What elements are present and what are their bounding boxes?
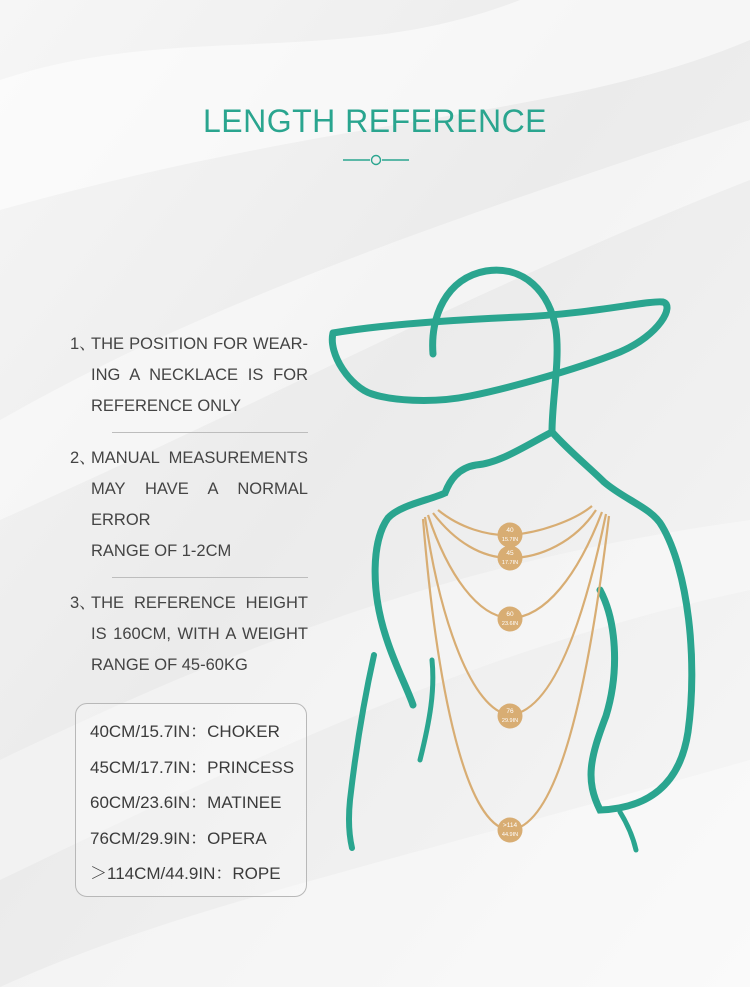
note-line: THE REFERENCE HEIGHT xyxy=(91,594,308,612)
note-line: MAY HAVE A NORMAL ERROR xyxy=(91,480,308,529)
tag-114-inch: 44.9IN xyxy=(501,832,519,838)
tag-76-cm: 76 xyxy=(506,708,514,715)
hat-icon xyxy=(332,302,667,401)
note-line: ING A NECKLACE IS FOR xyxy=(91,366,308,384)
figure-hip-icon xyxy=(620,812,636,850)
legend-item-rope: ＞114CM/44.9IN：ROPE xyxy=(90,864,281,883)
note-line: THE POSITION FOR WEAR- xyxy=(91,335,308,353)
tag-45-cm: 45 xyxy=(506,550,514,557)
note-line: REFERENCE ONLY xyxy=(91,397,242,415)
necklace-figure-illustration xyxy=(320,255,740,855)
reference-notes xyxy=(70,329,308,681)
legend-item-choker: 40CM/15.7IN：CHOKER xyxy=(90,722,280,741)
tag-114-cm: >114 xyxy=(502,822,518,829)
note-line: MANUAL MEASUREMENTS xyxy=(91,449,308,467)
divider xyxy=(112,432,308,433)
tag-76-inch: 29.9IN xyxy=(501,718,519,724)
note-1 xyxy=(70,329,308,433)
figure-arm-icon xyxy=(349,655,374,848)
note-number: 3、 xyxy=(70,594,96,612)
tag-76 xyxy=(498,704,523,729)
hat-crown-icon xyxy=(433,270,557,432)
note-line: IS 160CM, WITH A WEIGHT xyxy=(91,625,308,643)
length-legend xyxy=(75,703,307,897)
note-line: RANGE OF 45-60KG xyxy=(91,656,248,674)
tag-40-inch: 15.7IN xyxy=(501,537,519,543)
tag-60 xyxy=(498,607,523,632)
tag-60-cm: 60 xyxy=(506,611,514,618)
legend-item-princess: 45CM/17.7IN：PRINCESS xyxy=(90,757,295,777)
divider xyxy=(112,577,308,578)
note-line: RANGE OF 1-2CM xyxy=(91,542,232,560)
figure-waist-icon xyxy=(420,660,433,760)
necklace-tags xyxy=(498,523,523,843)
tag-60-inch: 23.6IN xyxy=(501,621,519,627)
page-title: LENGTH REFERENCE xyxy=(202,103,548,139)
legend-item-matinee: 60CM/23.6IN：MATINEE xyxy=(90,793,282,812)
legend-item-opera: 76CM/29.9IN：OPERA xyxy=(90,828,267,848)
note-3 xyxy=(70,588,308,681)
figure-outline-icon xyxy=(552,432,692,810)
tag-45 xyxy=(498,546,523,571)
tag-40-cm: 40 xyxy=(506,527,514,534)
note-number: 2、 xyxy=(70,449,96,467)
title-ornament xyxy=(343,150,409,170)
tag-114 xyxy=(498,818,523,843)
note-number: 1、 xyxy=(70,335,96,353)
note-2 xyxy=(70,443,308,578)
tag-45-inch: 17.7IN xyxy=(501,560,519,566)
tag-40 xyxy=(498,523,523,548)
